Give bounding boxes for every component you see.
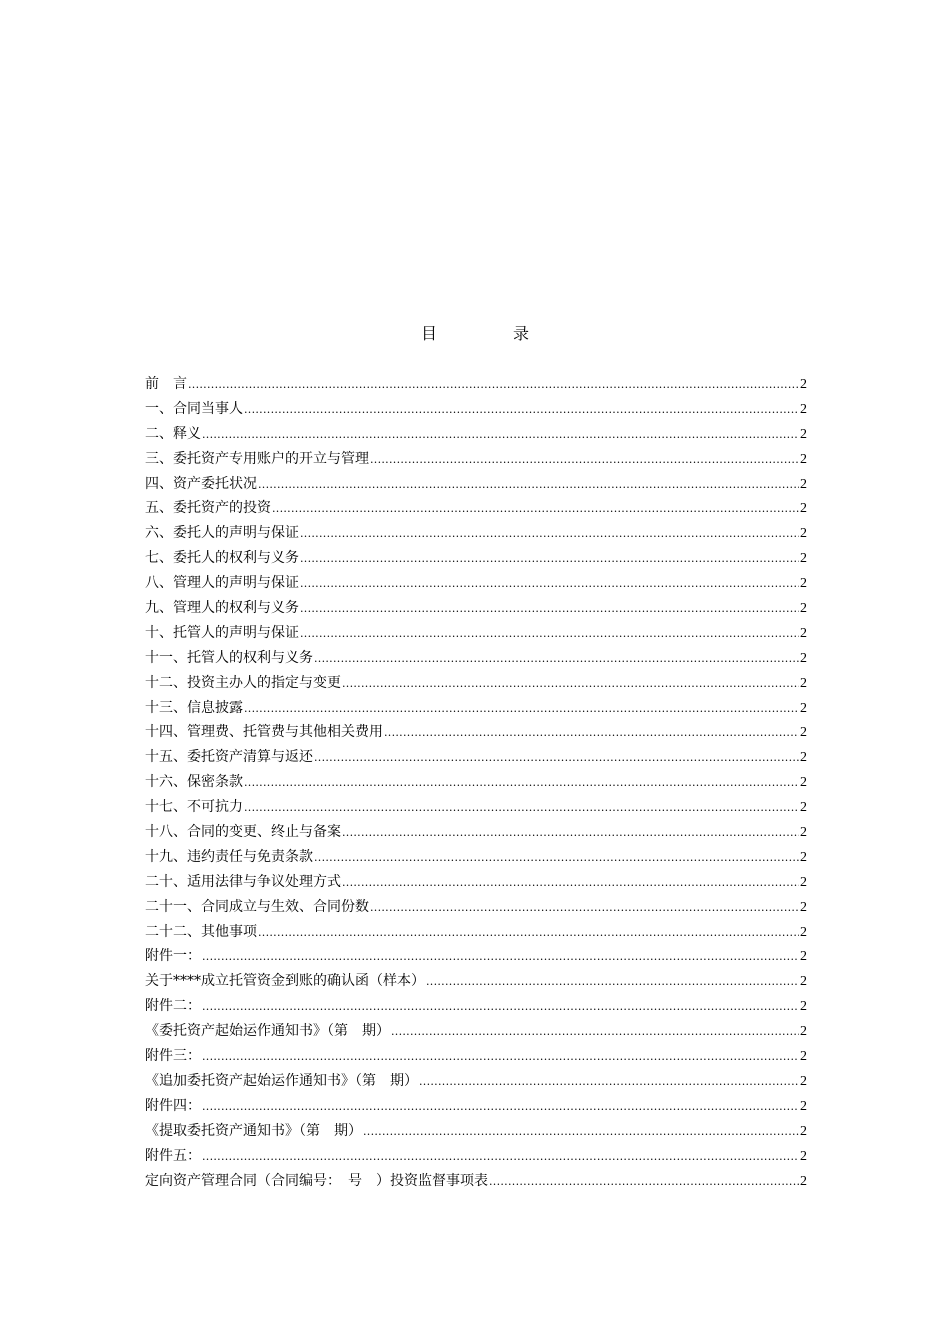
toc-entry-label: 三、委托资产专用账户的开立与管理 [145,450,369,467]
toc-dot-leader [258,473,799,498]
toc-entry-label: 附件一： [145,948,201,965]
toc-entry[interactable] [145,720,807,745]
toc-dot-leader [300,622,799,647]
toc-dot-leader [300,547,799,572]
toc-entry-label: 十四、管理费、托管费与其他相关费用 [145,724,383,741]
toc-entry-label: 十、托管人的声明与保证 [145,624,299,641]
toc-entry[interactable] [145,920,807,945]
toc-entry-page-number: 2 [800,1123,807,1139]
toc-entry-label: 五、委托资产的投资 [145,500,271,517]
toc-entry-label: 关于****成立托管资金到账的确认函（样本） [145,973,425,990]
toc-entry-label: 《委托资产起始运作通知书》（第 期） [145,1023,390,1040]
toc-entry[interactable] [145,571,807,596]
toc-dot-leader [384,721,799,746]
toc-entry[interactable] [145,1169,807,1194]
toc-entry[interactable] [145,969,807,994]
toc-dot-leader [258,921,799,946]
toc-entry[interactable] [145,1019,807,1044]
toc-entry-page-number: 2 [800,725,807,741]
toc-entry-page-number: 2 [800,601,807,617]
toc-entry[interactable] [145,770,807,795]
toc-dot-leader [342,672,799,697]
toc-dot-leader [188,373,799,398]
toc-entry[interactable] [145,496,807,521]
toc-dot-leader [426,970,799,995]
toc-entry-page-number: 2 [800,451,807,467]
toc-dot-leader [300,522,799,547]
toc-entry-page-number: 2 [800,899,807,915]
toc-list [145,372,807,1193]
toc-entry[interactable] [145,696,807,721]
toc-entry-page-number: 2 [800,825,807,841]
toc-dot-leader [300,572,799,597]
toc-entry-page-number: 2 [800,849,807,865]
toc-dot-leader [272,497,799,522]
toc-dot-leader [202,995,799,1020]
toc-entry-label: 《追加委托资产起始运作通知书》（第 期） [145,1072,418,1089]
toc-title: 目 录 [420,324,559,343]
toc-entry-label: 十七、不可抗力 [145,799,243,816]
toc-entry-page-number: 2 [800,625,807,641]
toc-dot-leader [202,1095,799,1120]
toc-entry-label: 附件五： [145,1147,201,1164]
toc-entry[interactable] [145,596,807,621]
toc-entry-page-number: 2 [800,949,807,965]
toc-entry-label: 二十二、其他事项 [145,923,257,940]
toc-entry[interactable] [145,472,807,497]
toc-dot-leader [370,448,799,473]
toc-entry[interactable] [145,646,807,671]
toc-entry-page-number: 2 [800,800,807,816]
toc-dot-leader [314,846,799,871]
toc-entry[interactable] [145,845,807,870]
toc-entry-label: 十八、合同的变更、终止与备案 [145,824,341,841]
toc-entry[interactable] [145,521,807,546]
toc-entry-page-number: 2 [800,377,807,392]
toc-dot-leader [244,771,799,796]
toc-entry-label: 附件三： [145,1048,201,1065]
toc-entry[interactable] [145,1119,807,1144]
toc-dot-leader [202,1145,799,1170]
toc-entry[interactable] [145,895,807,920]
toc-entry-label: 十九、违约责任与免责条款 [145,848,313,865]
toc-entry-label: 四、资产委托状况 [145,475,257,492]
toc-entry[interactable] [145,1044,807,1069]
toc-entry-page-number: 2 [800,401,807,417]
toc-entry[interactable] [145,1144,807,1169]
toc-dot-leader [244,697,799,722]
toc-entry[interactable] [145,546,807,571]
toc-entry[interactable] [145,795,807,820]
toc-entry-label: 《提取委托资产通知书》（第 期） [145,1122,362,1139]
toc-entry-label: 六、委托人的声明与保证 [145,525,299,542]
toc-entry-label: 附件四： [145,1097,201,1114]
toc-entry-label: 前 言 [145,376,187,392]
toc-entry[interactable] [145,944,807,969]
toc-dot-leader [300,597,799,622]
toc-entry-page-number: 2 [800,775,807,791]
toc-entry-label: 附件二： [145,998,201,1015]
toc-entry-page-number: 2 [800,551,807,567]
toc-entry-label: 二十一、合同成立与生效、合同份数 [145,898,369,915]
toc-entry-page-number: 2 [800,501,807,517]
toc-entry-page-number: 2 [800,526,807,542]
toc-dot-leader [370,896,799,921]
toc-entry-label: 定向资产管理合同（合同编号： 号 ）投资监督事项表 [145,1172,488,1189]
toc-entry-page-number: 2 [800,675,807,691]
toc-entry-label: 二、释义 [145,425,201,442]
toc-dot-leader [342,821,799,846]
toc-entry[interactable] [145,621,807,646]
toc-entry-page-number: 2 [800,1024,807,1040]
toc-entry-label: 十五、委托资产清算与返还 [145,749,313,766]
toc-dot-leader [244,398,799,423]
toc-entry[interactable] [145,1069,807,1094]
toc-dot-leader [489,1170,799,1195]
toc-dot-leader [342,871,799,896]
toc-entry-page-number: 2 [800,576,807,592]
toc-entry-label: 七、委托人的权利与义务 [145,550,299,567]
toc-entry[interactable] [145,745,807,770]
toc-entry[interactable] [145,820,807,845]
toc-entry-page-number: 2 [800,1073,807,1089]
toc-dot-leader [314,746,799,771]
toc-entry-label: 十三、信息披露 [145,699,243,716]
toc-entry-page-number: 2 [800,476,807,492]
toc-dot-leader [202,423,799,448]
toc-entry-label: 十一、托管人的权利与义务 [145,649,313,666]
toc-entry[interactable] [145,372,807,397]
toc-entry-page-number: 2 [800,1148,807,1164]
toc-entry[interactable] [145,1094,807,1119]
toc-entry[interactable] [145,870,807,895]
toc-entry-label: 二十、适用法律与争议处理方式 [145,873,341,890]
toc-dot-leader [391,1020,799,1045]
toc-entry-page-number: 2 [800,1098,807,1114]
toc-entry[interactable] [145,397,807,422]
toc-dot-leader [202,945,799,970]
toc-entry-label: 十六、保密条款 [145,774,243,791]
toc-entry-label: 九、管理人的权利与义务 [145,600,299,617]
toc-entry[interactable] [145,422,807,447]
toc-dot-leader [202,1045,799,1070]
toc-dot-leader [419,1070,799,1095]
toc-entry-page-number: 2 [800,1049,807,1065]
toc-entry-label: 一、合同当事人 [145,400,243,417]
toc-entry-page-number: 2 [800,999,807,1015]
toc-entry[interactable] [145,447,807,472]
toc-dot-leader [314,647,799,672]
toc-entry-page-number: 2 [800,750,807,766]
toc-entry[interactable] [145,994,807,1019]
toc-entry-page-number: 2 [800,700,807,716]
toc-entry[interactable] [145,671,807,696]
toc-entry-page-number: 2 [800,426,807,442]
toc-entry-label: 十二、投资主办人的指定与变更 [145,674,341,691]
toc-entry-label: 八、管理人的声明与保证 [145,575,299,592]
toc-entry-page-number: 2 [800,874,807,890]
toc-entry-page-number: 2 [800,650,807,666]
toc-entry-page-number: 2 [800,1173,807,1189]
toc-entry-page-number: 2 [800,974,807,990]
toc-dot-leader [244,796,799,821]
toc-dot-leader [363,1120,799,1145]
toc-entry-page-number: 2 [800,924,807,940]
